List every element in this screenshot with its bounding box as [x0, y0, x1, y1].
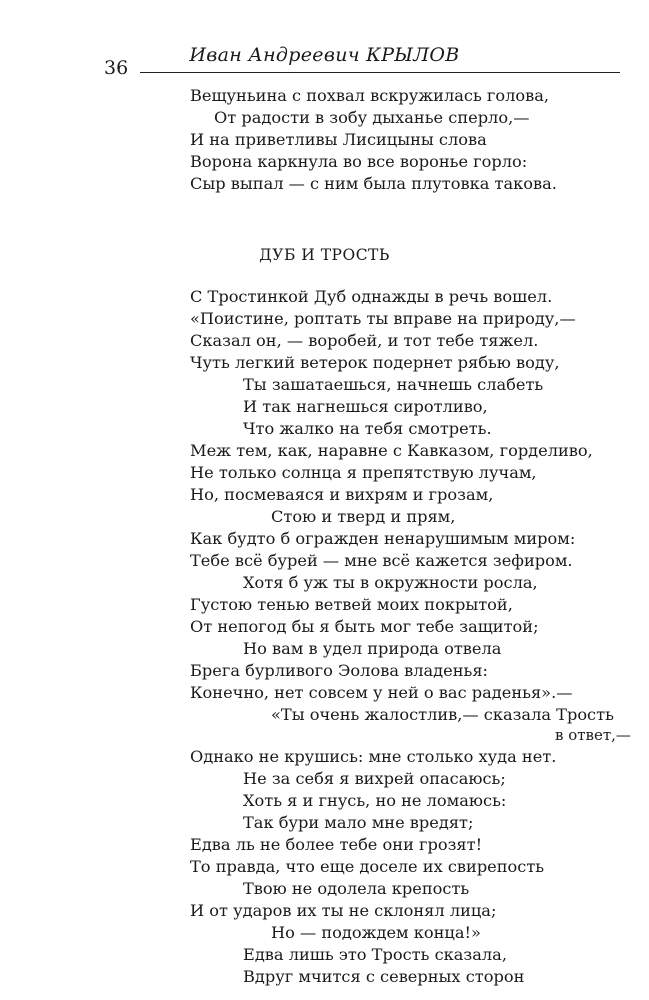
verse-line: То правда, что еще доселе их свирепость — [190, 857, 545, 876]
verse-line: Хоть я и гнусь, но не ломаюсь: — [243, 791, 507, 810]
verse-line: И так нагнешься сиротливо, — [243, 397, 488, 416]
verse-line: Стою и тверд и прям, — [271, 507, 456, 526]
verse-line: Ты зашатаешься, начнешь слабеть — [243, 375, 544, 394]
verse-line: Но, посмеваяся и вихрям и грозам, — [190, 485, 494, 504]
verse-line: От радости в зобу дыханье сперло,— — [214, 108, 530, 127]
verse-line: «Ты очень жалостлив,— сказала Трость — [271, 705, 614, 724]
verse-line: И на приветливы Лисицыны слова — [190, 130, 487, 149]
verse-line: Брега бурливого Эолова владенья: — [190, 661, 488, 680]
verse-line: Не только солнца я препятствую лучам, — [190, 463, 537, 482]
running-title-wrap — [0, 44, 649, 66]
verse-line: Тебе всё бурей — мне всё кажется зефиром. — [190, 551, 573, 570]
verse-line: Вдруг мчится с северных сторон — [243, 967, 525, 986]
verse-line: Но вам в удел природа отвела — [243, 639, 502, 658]
verse-line: Едва лишь это Трость сказала, — [243, 945, 507, 964]
verse-line: И от ударов их ты не склонял лица; — [190, 901, 497, 920]
verse-line: Не за себя я вихрей опасаюсь; — [243, 769, 506, 788]
header-rule — [140, 72, 620, 73]
verse-line: Ворона каркнула во все воронье горло: — [190, 152, 528, 171]
verse-line: Едва ль не более тебе они грозят! — [190, 835, 483, 854]
verse-line: Однако не крушись: мне столько худа нет. — [190, 747, 557, 766]
verse-line: «Поистине, роптать ты вправе на природу,— — [190, 309, 576, 328]
verse-line: Что жалко на тебя смотреть. — [243, 419, 492, 438]
page-number: 36 — [104, 57, 129, 79]
page-header — [0, 0, 649, 90]
verse-line: Так бури мало мне вредят; — [243, 813, 474, 832]
verse-line: Сказал он, — воробей, и тот тебе тяжел. — [190, 331, 539, 350]
verse-line: Сыр выпал — с ним была плутовка такова. — [190, 174, 557, 193]
verse-line: Меж тем, как, наравне с Кавказом, горделиво, — [190, 441, 593, 460]
verse-line: Густою тенью ветвей моих покрытой, — [190, 595, 513, 614]
poem-title: ДУБ И ТРОСТЬ — [259, 246, 390, 264]
verse-line: Конечно, нет совсем у ней о вас раденья».— — [190, 683, 573, 702]
verse-line: Твою не одолела крепость — [243, 879, 470, 898]
verse-line: Хотя б уж ты в окружности росла, — [243, 573, 538, 592]
verse-line-overflow: в ответ,— — [555, 726, 631, 744]
verse-line: С Тростинкой Дуб однажды в речь вошел. — [190, 287, 553, 306]
verse-line: Но — подождем конца!» — [271, 923, 481, 942]
verse-line: Чуть легкий ветерок подернет рябью воду, — [190, 353, 560, 372]
verse-line: От непогод бы я быть мог тебе защитой; — [190, 617, 539, 636]
verse-line: Вещуньина с похвал вскружилась голова, — [190, 86, 550, 105]
running-title: Иван Андреевич КРЫЛОВ — [179, 44, 469, 66]
verse-line: Как будто б огражден ненарушимым миром: — [190, 529, 576, 548]
